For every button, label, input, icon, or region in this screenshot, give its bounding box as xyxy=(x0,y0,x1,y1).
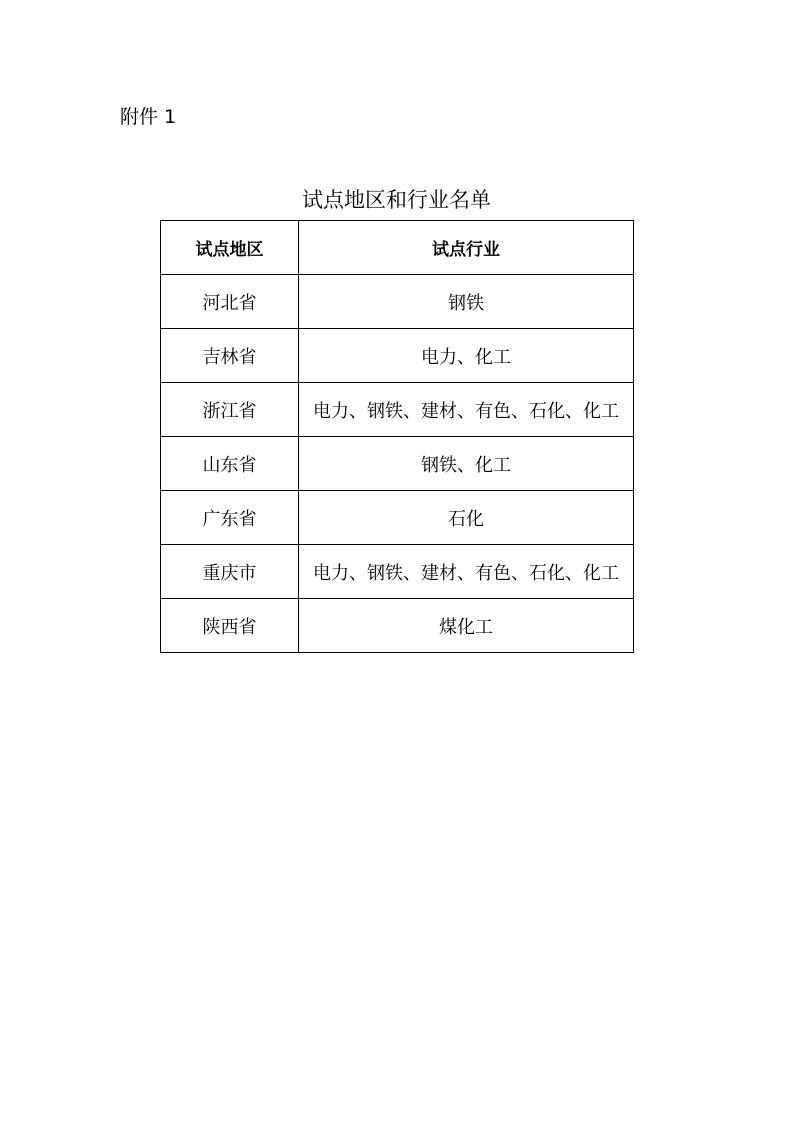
table-row xyxy=(161,437,634,491)
table-row xyxy=(161,275,634,329)
table-row xyxy=(161,599,634,653)
region-cell: 山东省 xyxy=(161,437,299,491)
industry-cell: 石化 xyxy=(299,491,634,545)
industry-cell: 钢铁 xyxy=(299,275,634,329)
industry-cell: 电力、钢铁、建材、有色、石化、化工 xyxy=(299,545,634,599)
table-row xyxy=(161,491,634,545)
region-cell: 吉林省 xyxy=(161,329,299,383)
region-cell: 广东省 xyxy=(161,491,299,545)
industry-cell: 煤化工 xyxy=(299,599,634,653)
region-cell: 河北省 xyxy=(161,275,299,329)
attachment-label: 附件 1 xyxy=(120,106,177,128)
table-row xyxy=(161,383,634,437)
header-region: 试点地区 xyxy=(161,221,299,275)
industry-cell: 电力、化工 xyxy=(299,329,634,383)
table-row xyxy=(161,545,634,599)
pilot-regions-table xyxy=(160,220,634,653)
table-row xyxy=(161,329,634,383)
header-industry: 试点行业 xyxy=(299,221,634,275)
table-header-row xyxy=(161,221,634,275)
region-cell: 重庆市 xyxy=(161,545,299,599)
industry-cell: 钢铁、化工 xyxy=(299,437,634,491)
region-cell: 陕西省 xyxy=(161,599,299,653)
document-title: 试点地区和行业名单 xyxy=(302,188,491,212)
industry-cell: 电力、钢铁、建材、有色、石化、化工 xyxy=(299,383,634,437)
region-cell: 浙江省 xyxy=(161,383,299,437)
